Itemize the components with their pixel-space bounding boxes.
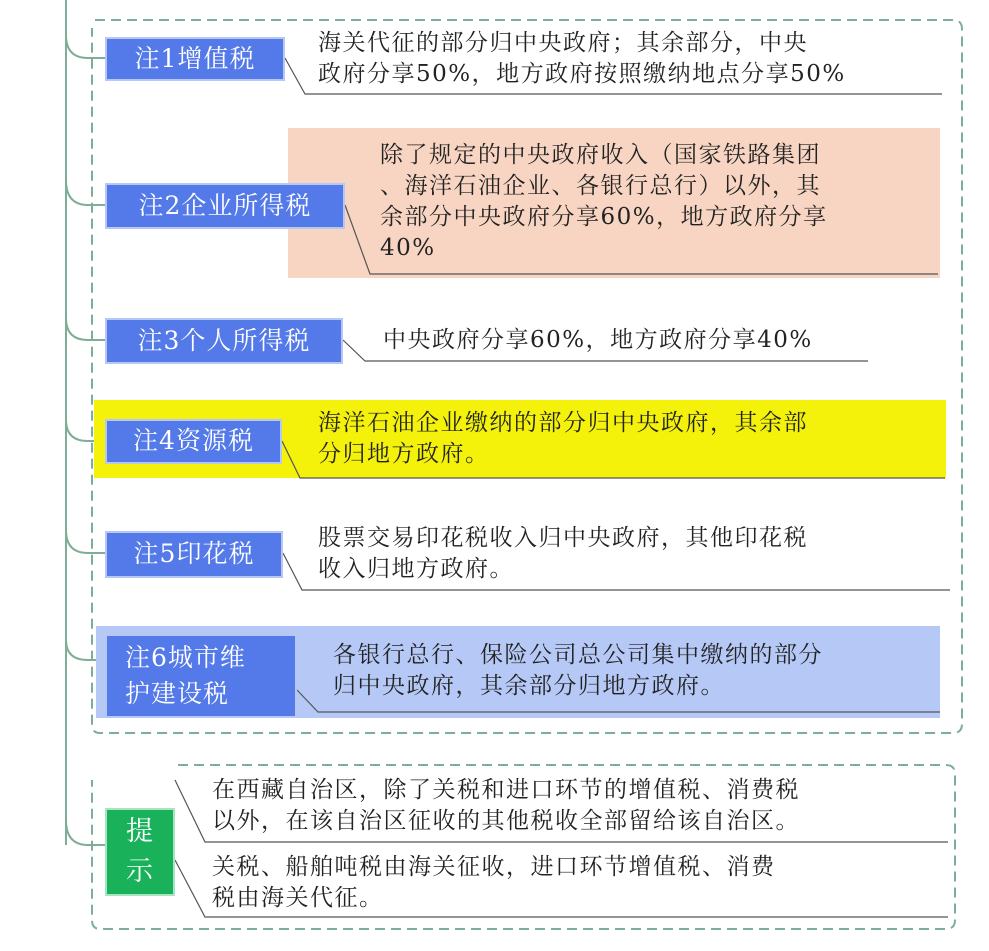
note-5-text: 股票交易印花税收入归中央政府，其他印花税 收入归地方政府。 (318, 525, 808, 582)
note-6-text: 各银行总行、保险公司总公司集中缴纳的部分 归中央政府，其余部分归地方政府。 (333, 642, 823, 699)
note-3-tag[interactable]: 注3个人所得税 (105, 318, 343, 364)
note-6-tag[interactable]: 注6城市维 护建设税 (105, 634, 297, 718)
note-4-tag[interactable]: 注4资源税 (105, 419, 282, 464)
note-3-text: 中央政府分享60%，地方政府分享40% (383, 327, 813, 353)
note-5-tag[interactable]: 注5印花税 (105, 531, 283, 578)
note-1-text: 海关代征的部分归中央政府；其余部分，中央 政府分享50%，地方政府按照缴纳地点分享50% (318, 30, 846, 87)
note-4-text: 海洋石油企业缴纳的部分归中央政府，其余部 分归地方政府。 (318, 410, 808, 467)
note-2-text: 除了规定的中央政府收入（国家铁路集团 、海洋石油企业、各银行总行）以外，其 余部分中央政府分享60%，地方政府分享 40% (380, 142, 828, 261)
tip-label-bottom: 示 (126, 856, 154, 887)
tip-tag[interactable] (105, 808, 175, 896)
tip-text-2: 关税、船舶吨税由海关征收，进口环节增值税、消费 税由海关代征。 (212, 854, 776, 911)
tip-label-top: 提 (126, 816, 154, 847)
note-2-tag[interactable]: 注2企业所得税 (105, 183, 345, 229)
tip-text-1: 在西藏自治区，除了关税和进口环节的增值税、消费税 以外，在该自治区征收的其他税收全部留给该自治区。 (212, 777, 800, 834)
note-1-tag[interactable]: 注1增值税 (105, 37, 285, 81)
